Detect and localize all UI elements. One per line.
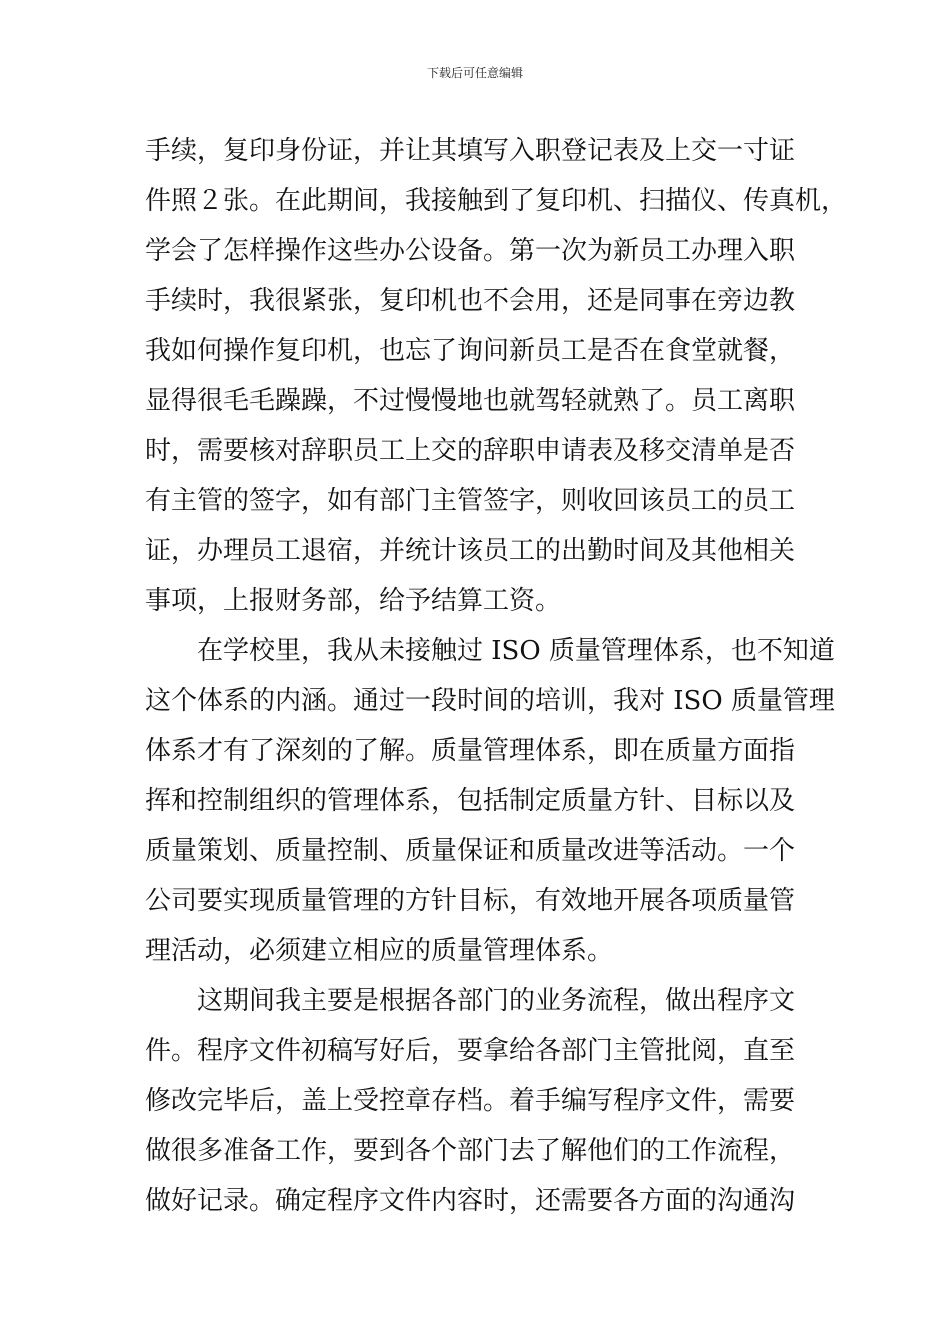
text-line-22: 做好记录。确定程序文件内容时，还需要各方面的沟通沟 <box>145 1186 796 1216</box>
text-line-17: 理活动，必须建立相应的质量管理体系。 <box>145 936 614 966</box>
text-line-20: 修改完毕后，盖上受控章存档。着手编写程序文件，需要 <box>145 1086 796 1116</box>
text-line-3: 学会了怎样操作这些办公设备。第一次为新员工办理入职 <box>145 236 796 266</box>
document-body <box>145 126 848 1226</box>
text-line-10: 事项，上报财务部，给予结算工资。 <box>145 586 562 616</box>
text-line-14: 挥和控制组织的管理体系，包括制定质量方针、目标以及 <box>145 786 796 816</box>
text-line-2: 件照２张。在此期间，我接触到了复印机、扫描仪、传真机， <box>145 186 848 216</box>
text-line-11: 在学校里，我从未接触过 ISO 质量管理体系，也不知道 <box>197 636 835 666</box>
text-line-19: 件。程序文件初稿写好后，要拿给各部门主管批阅，直至 <box>145 1036 796 1066</box>
text-line-9: 证，办理员工退宿，并统计该员工的出勤时间及其他相关 <box>145 536 796 566</box>
text-line-15: 质量策划、质量控制、质量保证和质量改进等活动。一个 <box>145 836 796 866</box>
text-line-4: 手续时，我很紧张，复印机也不会用，还是同事在旁边教 <box>145 286 796 316</box>
page-header: 下载后可任意编辑 <box>426 66 523 80</box>
text-line-7: 时，需要核对辞职员工上交的辞职申请表及移交清单是否 <box>145 436 796 466</box>
text-line-8: 有主管的签字，如有部门主管签字，则收回该员工的员工 <box>145 486 796 516</box>
text-line-5: 我如何操作复印机，也忘了询问新员工是否在食堂就餐， <box>145 336 796 366</box>
text-line-16: 公司要实现质量管理的方针目标，有效地开展各项质量管 <box>145 886 796 916</box>
text-line-21: 做很多准备工作，要到各个部门去了解他们的工作流程， <box>145 1136 796 1166</box>
text-line-12: 这个体系的内涵。通过一段时间的培训，我对 ISO 质量管理 <box>145 686 835 716</box>
text-line-1: 手续，复印身份证，并让其填写入职登记表及上交一寸证 <box>145 136 796 166</box>
text-line-18: 这期间我主要是根据各部门的业务流程，做出程序文 <box>197 986 796 1016</box>
text-line-13: 体系才有了深刻的了解。质量管理体系，即在质量方面指 <box>145 736 796 766</box>
text-line-6: 显得很毛毛躁躁，不过慢慢地也就驾轻就熟了。员工离职 <box>145 386 796 416</box>
